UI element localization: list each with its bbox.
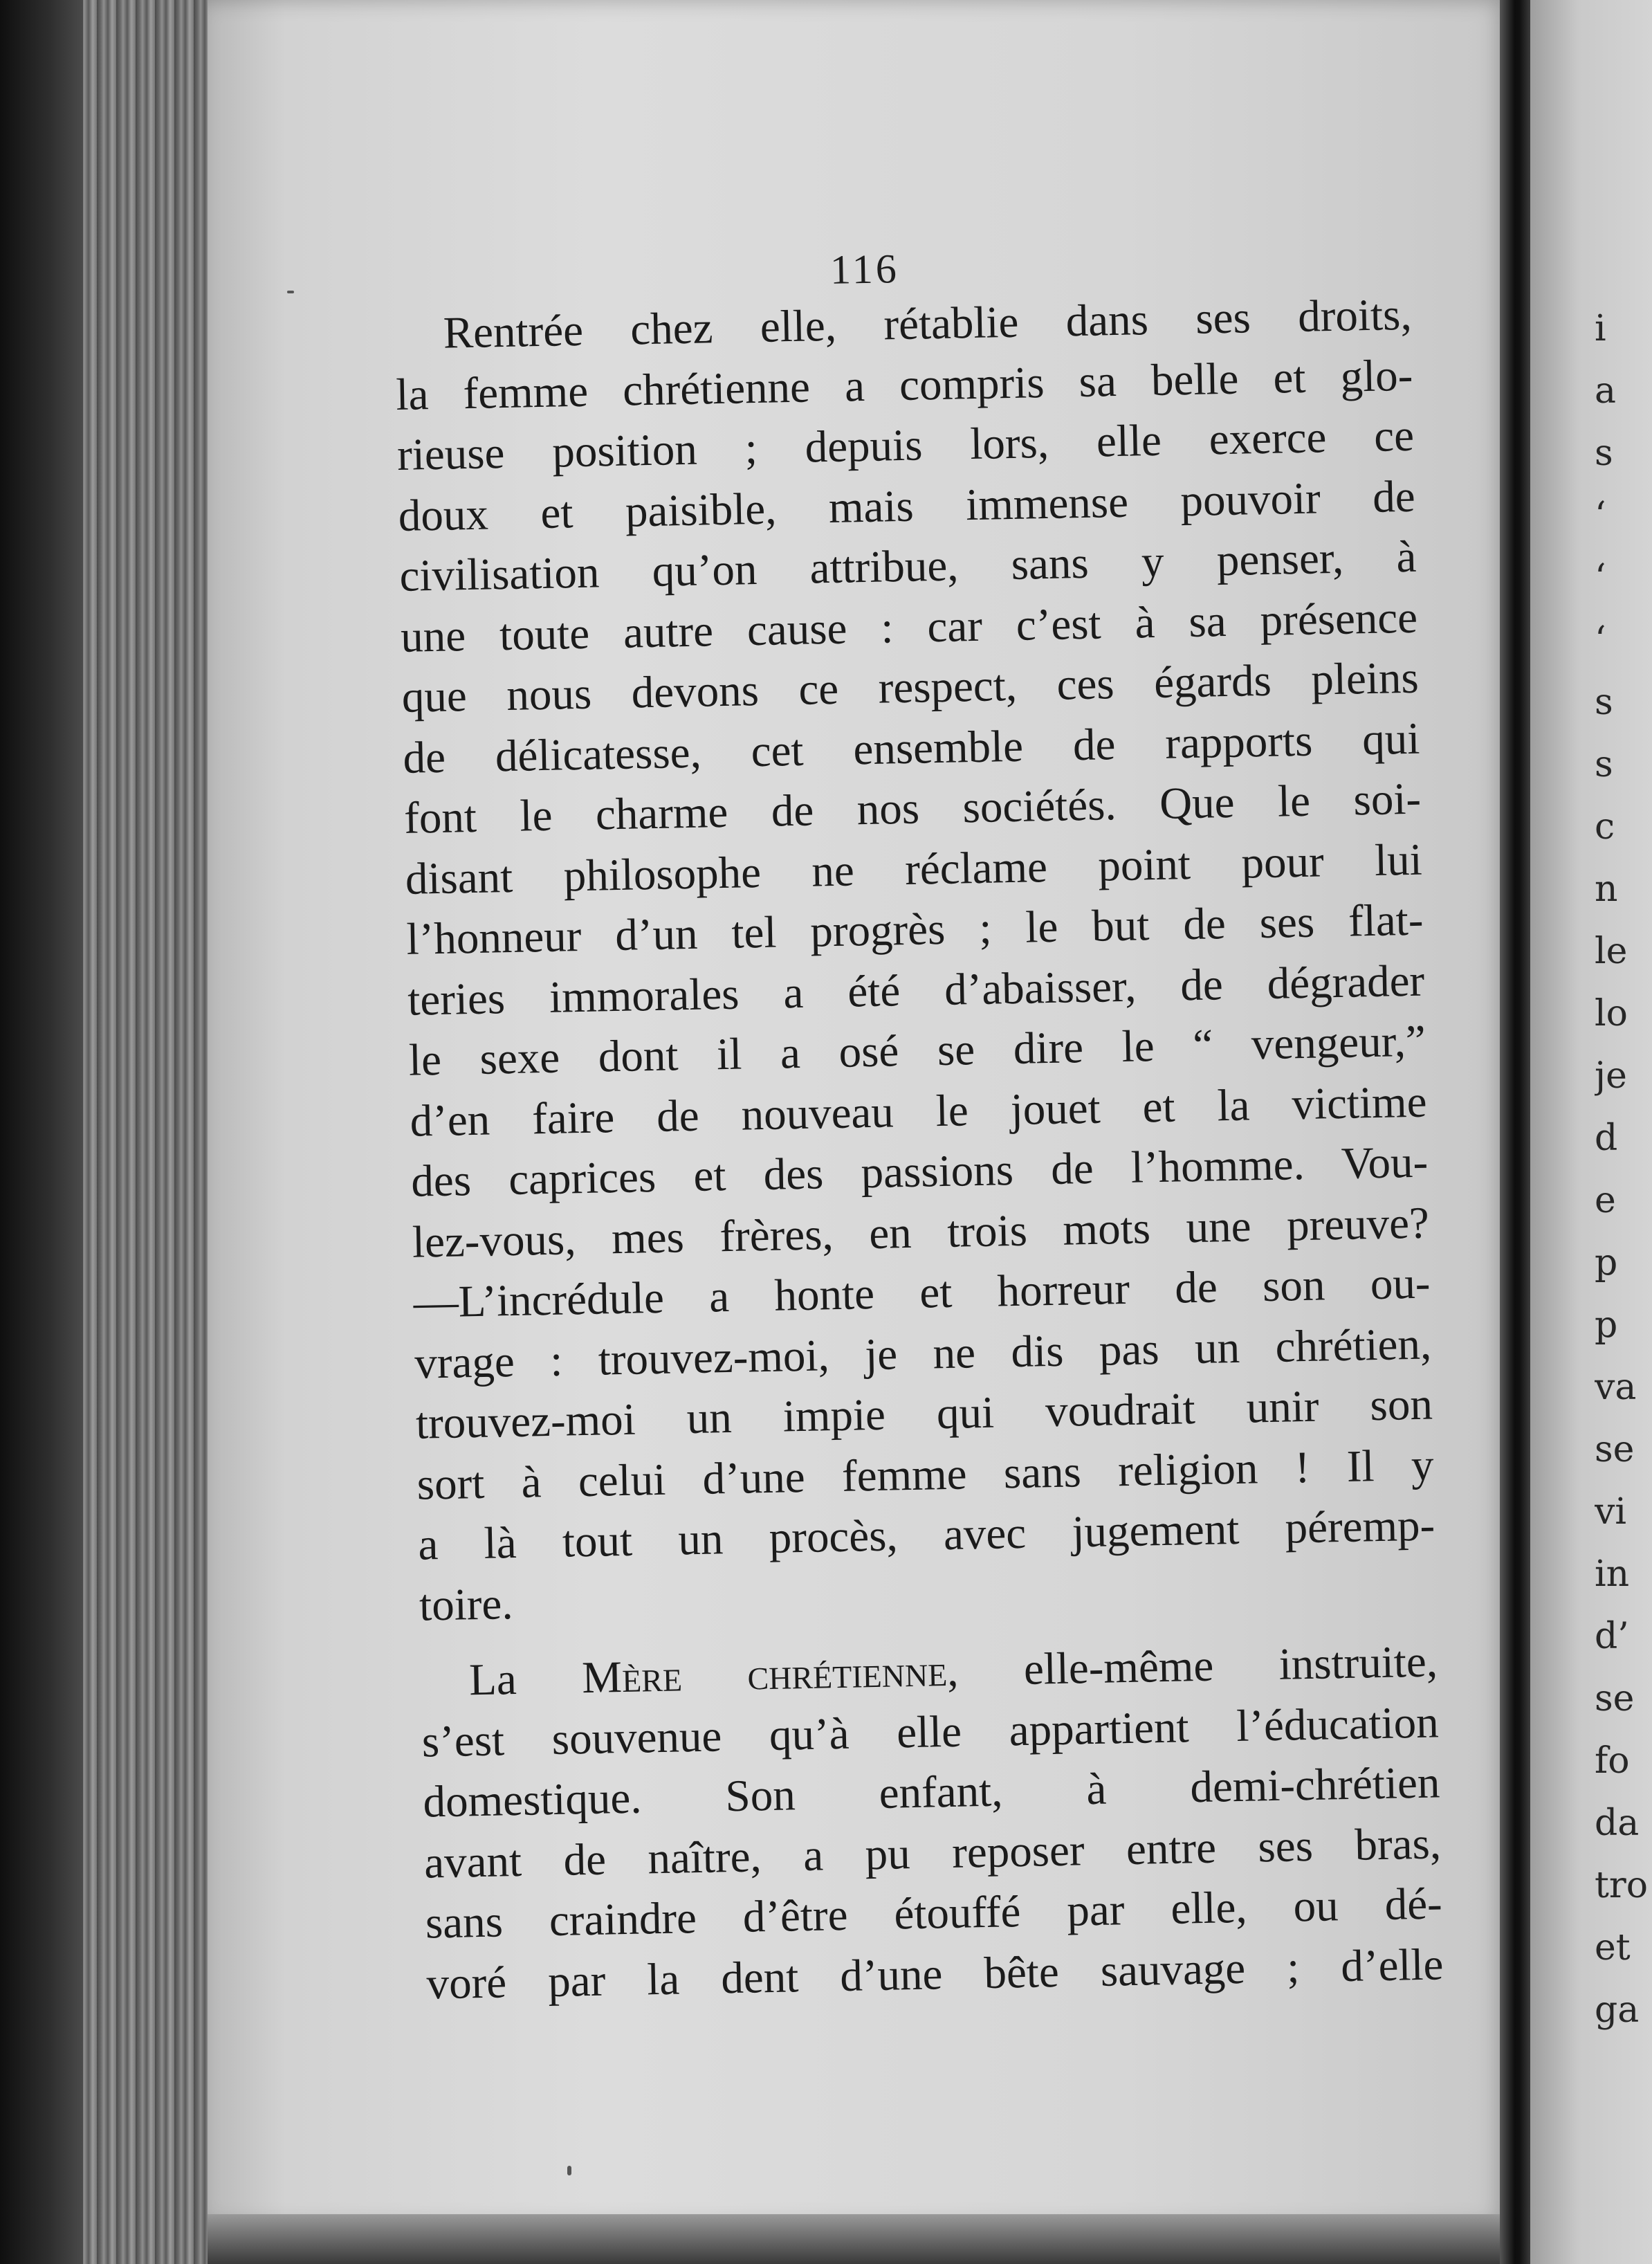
page-bottom-edge <box>208 2214 1508 2264</box>
text-line: des caprices et des passions de l’homme. Vou- <box>410 1137 1429 1207</box>
text-line: sort à celui d’une femme sans religion ! Il y <box>416 1439 1435 1510</box>
facing-page-fragment: ‘ <box>1595 557 1606 599</box>
first-line-prefix: La <box>468 1653 582 1706</box>
facing-page-fragment: da <box>1595 1802 1640 1844</box>
first-line-suffix: , elle-même instruite, <box>946 1636 1438 1697</box>
scan-dark-border <box>0 0 83 2264</box>
facing-page-fragment: ga <box>1595 1989 1640 2031</box>
facing-page-fragment: fo <box>1595 1740 1630 1782</box>
text-line: —L’incrédule a honte et horreur de son ou- <box>413 1258 1431 1328</box>
facing-page-fragment: s <box>1595 682 1613 723</box>
body-text <box>394 285 1444 2015</box>
facing-page-fragment: d <box>1595 1117 1618 1159</box>
text-line: de délicatesse, cet ensemble de rapports qui <box>402 713 1421 783</box>
facing-page-fragment: lo <box>1595 993 1628 1034</box>
paragraph-2 <box>420 1632 1444 2014</box>
text-line: rieuse position ; depuis lors, elle exerce ce <box>396 410 1415 480</box>
text-line: a là tout un procès, avec jugement péremp- <box>417 1500 1435 1570</box>
facing-page-fragment: d’ <box>1595 1616 1629 1657</box>
text-line: voré par la dent d’une bête sauvage ; d’elle <box>425 1939 1444 2009</box>
text-line: disant philosophe ne réclame point pour lui <box>405 834 1423 904</box>
text-line: une toute autre cause : car c’est à sa présence <box>400 592 1418 662</box>
facing-page-fragment: se <box>1595 1429 1635 1470</box>
text-line: font le charme de nos sociétés. Que le soi- <box>403 774 1422 843</box>
text-line: vrage : trouvez-moi, je ne dis pas un chrétien, <box>414 1319 1432 1389</box>
facing-page-fragment: et <box>1595 1927 1631 1969</box>
text-line: doux et paisible, mais immense pouvoir de <box>398 471 1416 541</box>
text-line: trouvez-moi un impie qui voudrait unir son <box>415 1379 1433 1449</box>
facing-page-fragment: a <box>1595 370 1617 412</box>
facing-page-fragment: va <box>1595 1367 1637 1408</box>
facing-page-fragment: se <box>1595 1678 1635 1719</box>
text-line: l’honneur d’un tel progrès ; le but de ses flat- <box>405 895 1424 965</box>
text-line: teries immorales a été d’abaisser, de dégrader <box>407 956 1425 1025</box>
facing-page-fragment: c <box>1595 806 1615 848</box>
facing-page-fragment: vi <box>1595 1491 1627 1533</box>
text-line: d’en faire de nouveau le jouet et la victime <box>409 1077 1428 1147</box>
facing-page-fragment: in <box>1595 1553 1630 1595</box>
facing-page-fragment: n <box>1595 868 1618 910</box>
first-line-smallcaps-title: Mère chrétienne <box>581 1646 948 1704</box>
text-line: civilisation qu’on attribue, sans y penser, à <box>398 531 1417 601</box>
text-line: Rentrée chez elle, rétablie dans ses droits, <box>443 289 1413 358</box>
facing-page-fragment: p <box>1595 1242 1618 1284</box>
facing-page-text-fragments <box>1595 298 1652 2097</box>
text-line: le sexe dont il a osé se dire le “ vengeur,” <box>408 1016 1426 1086</box>
facing-page-fragment: ‘ <box>1595 495 1606 536</box>
text-line: domestique. Son enfant, à demi-chrétien <box>422 1758 1440 1827</box>
book-gutter <box>1500 0 1533 2264</box>
facing-page-fragment: tro <box>1595 1865 1649 1906</box>
facing-page-fragment: s <box>1595 744 1613 785</box>
scan-speck <box>287 291 294 293</box>
text-line: toire. <box>419 1578 514 1631</box>
facing-page-fragment: le <box>1595 931 1628 972</box>
text-line: la femme chrétienne a compris sa belle et glo- <box>395 350 1413 420</box>
facing-page-fragment: i <box>1595 308 1606 349</box>
page-number: 116 <box>829 246 900 293</box>
facing-page-fragment: e <box>1595 1180 1616 1221</box>
text-line: lez-vous, mes frères, en trois mots une preuve? <box>412 1198 1430 1268</box>
text-line: sans craindre d’être étouffé par elle, ou dé- <box>425 1879 1443 1948</box>
facing-page-fragment: s <box>1595 432 1613 474</box>
text-line: s’est souvenue qu’à elle appartient l’éducation <box>421 1697 1440 1767</box>
facing-page-fragment: je <box>1595 1055 1627 1097</box>
text-line: que nous devons ce respect, ces égards pleins <box>401 652 1420 722</box>
scan-speck <box>567 2166 571 2175</box>
paragraph-1 <box>394 285 1437 1636</box>
facing-page-fragment: p <box>1595 1304 1618 1346</box>
facing-page-fragment: ‘ <box>1595 619 1606 661</box>
text-line: avant de naître, a pu reposer entre ses bras, <box>423 1818 1442 1888</box>
